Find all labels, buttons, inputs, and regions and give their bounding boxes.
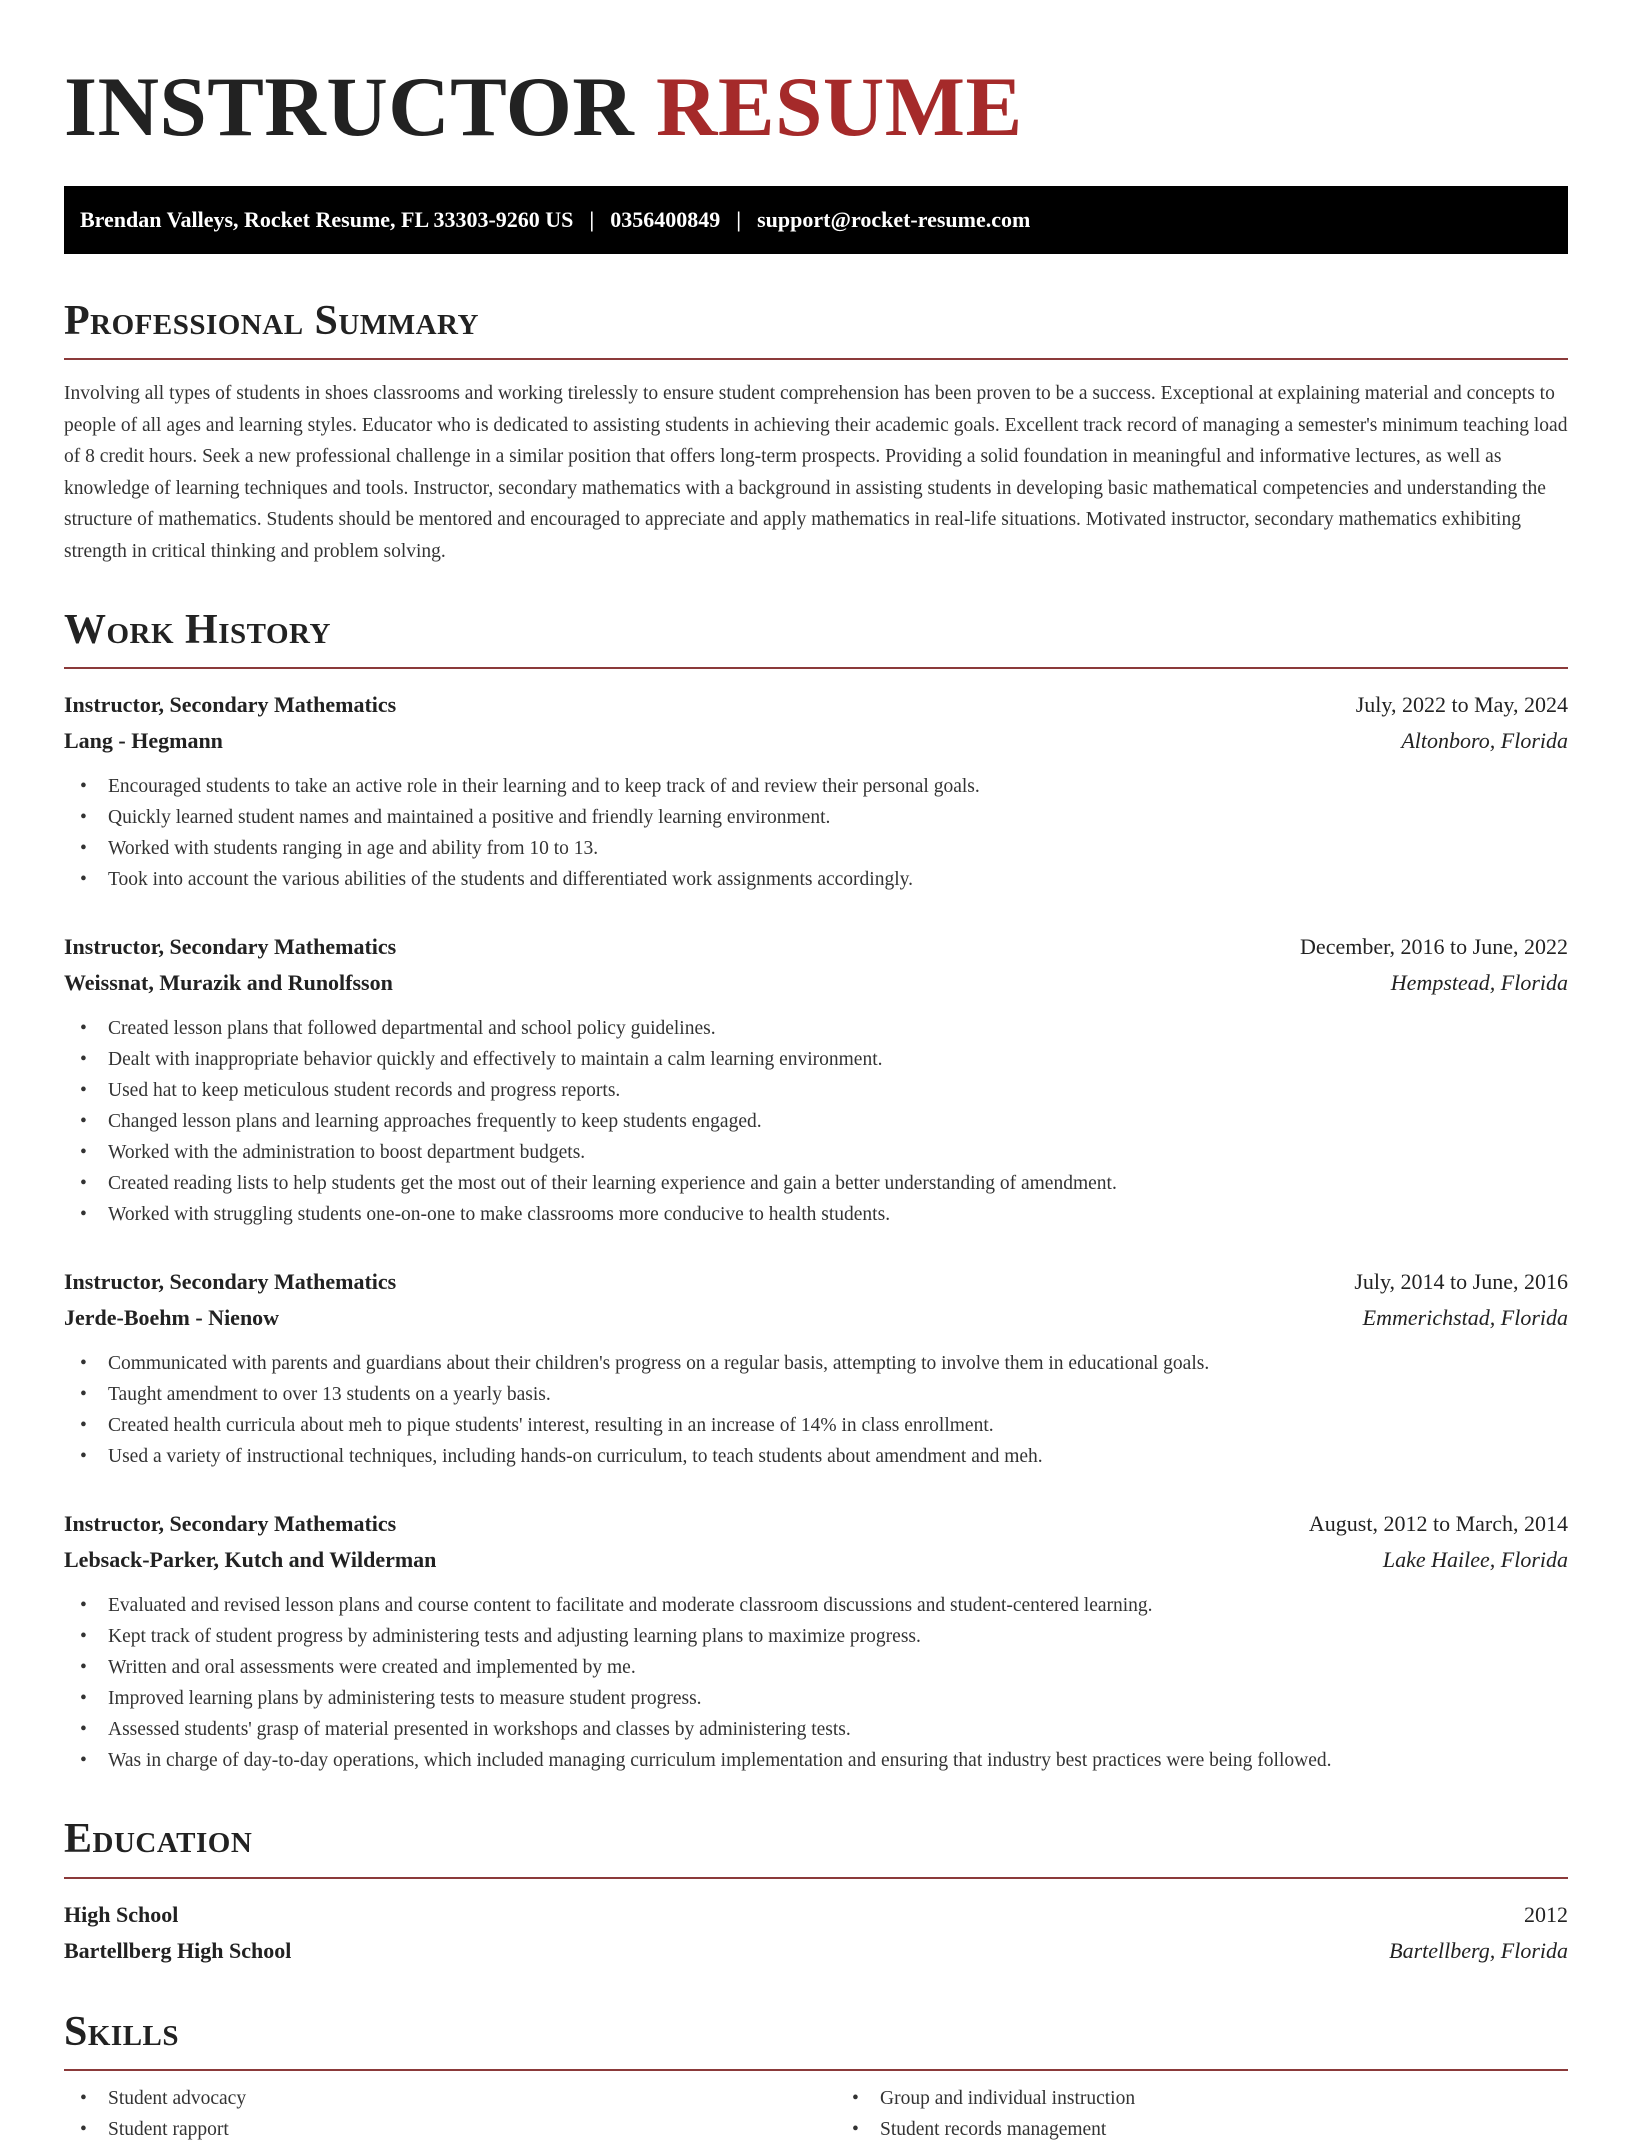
job-location: Hempstead, Florida bbox=[1390, 970, 1568, 996]
job-dates: July, 2014 to June, 2016 bbox=[1354, 1269, 1568, 1295]
job-row-top bbox=[64, 1264, 1568, 1300]
skill-item: • Group and individual instruction bbox=[852, 2083, 1568, 2114]
job-location: Altonboro, Florida bbox=[1401, 728, 1568, 754]
job-bullet-list bbox=[64, 1590, 1568, 1776]
skill-item: • Student advocacy bbox=[80, 2083, 796, 2114]
skill-item: • Student rapport bbox=[80, 2114, 796, 2145]
education-location: Bartellberg, Florida bbox=[1389, 1937, 1568, 1963]
job-bullet-list bbox=[64, 771, 1568, 895]
job-bullet: • Worked with students ranging in age and ability from 10 to 13. bbox=[80, 833, 1568, 864]
job-bullet: • Communicated with parents and guardians about their children's progress on a regular basis, attempting to involve them in educational goals. bbox=[80, 1348, 1568, 1379]
job-bullet: • Was in charge of day-to-day operations, which included managing curriculum implementation and ensuring that industry best practices were being followed. bbox=[80, 1745, 1568, 1776]
job-location: Emmerichstad, Florida bbox=[1362, 1305, 1568, 1331]
job-row-top bbox=[64, 687, 1568, 723]
contact-bar bbox=[64, 186, 1568, 254]
job-bullet: • Evaluated and revised lesson plans and course content to facilitate and moderate classroom discussions and student-centered learning. bbox=[80, 1590, 1568, 1621]
job-row-top bbox=[64, 929, 1568, 965]
job-list bbox=[64, 687, 1568, 1776]
contact-separator: | bbox=[736, 207, 742, 232]
job-bullet: • Created lesson plans that followed departmental and school policy guidelines. bbox=[80, 1013, 1568, 1044]
job-title: Instructor, Secondary Mathematics bbox=[64, 692, 397, 718]
job-entry bbox=[64, 687, 1568, 895]
job-bullet: • Written and oral assessments were created and implemented by me. bbox=[80, 1652, 1568, 1683]
contact-separator: | bbox=[589, 207, 595, 232]
job-title: Instructor, Secondary Mathematics bbox=[64, 1511, 397, 1537]
job-bullet: • Created health curricula about meh to pique students' interest, resulting in an increase of 14% in class enrollment. bbox=[80, 1410, 1568, 1441]
job-bullet: • Changed lesson plans and learning approaches frequently to keep students engaged. bbox=[80, 1106, 1568, 1137]
job-bullet: • Quickly learned student names and maintained a positive and friendly learning environment. bbox=[80, 802, 1568, 833]
work-history-section bbox=[64, 607, 1568, 1776]
job-title: Instructor, Secondary Mathematics bbox=[64, 934, 397, 960]
job-bullet: • Dealt with inappropriate behavior quickly and effectively to maintain a calm learning environment. bbox=[80, 1044, 1568, 1075]
job-company: Jerde-Boehm - Nienow bbox=[64, 1305, 280, 1331]
job-dates: December, 2016 to June, 2022 bbox=[1300, 934, 1568, 960]
education-entry bbox=[64, 1897, 1568, 1969]
education-degree: High School bbox=[64, 1901, 179, 1927]
job-row-bottom bbox=[64, 1300, 1568, 1336]
job-entry bbox=[64, 929, 1568, 1230]
job-row-bottom bbox=[64, 723, 1568, 759]
job-bullet: • Created reading lists to help students get the most out of their learning experience and gain a better understanding of amendment. bbox=[80, 1168, 1568, 1199]
job-row-bottom bbox=[64, 1542, 1568, 1578]
job-company: Lang - Hegmann bbox=[64, 728, 223, 754]
education-year: 2012 bbox=[1524, 1901, 1568, 1927]
education-row-bottom bbox=[64, 1933, 1568, 1969]
section-heading-summary: Professional Summary bbox=[64, 298, 1568, 360]
job-bullet: • Assessed students' grasp of material presented in workshops and classes by administering tests. bbox=[80, 1714, 1568, 1745]
job-bullet-list bbox=[64, 1348, 1568, 1472]
education-row-top bbox=[64, 1897, 1568, 1933]
job-bullet: • Encouraged students to take an active role in their learning and to keep track of and review their personal goals. bbox=[80, 771, 1568, 802]
job-entry bbox=[64, 1264, 1568, 1472]
section-heading-skills: Skills bbox=[64, 2009, 1568, 2071]
job-dates: July, 2022 to May, 2024 bbox=[1355, 692, 1568, 718]
job-bullet: • Used hat to keep meticulous student records and progress reports. bbox=[80, 1075, 1568, 1106]
job-bullet: • Kept track of student progress by administering tests and adjusting learning plans to maximize progress. bbox=[80, 1621, 1568, 1652]
skills-grid bbox=[64, 2083, 1568, 2145]
summary-paragraph: Involving all types of students in shoes classrooms and working tirelessly to ensure student comprehension has been proven to be a success. Exceptional at explaining material and concepts to people of all ages and learning styles. Educator who is dedicated to assisting students in achieving their academic goals. Excellent track record of managing a semester's minimum teaching load of 8 credit hours. Seek a new professional challenge in a similar position that offers long-term prospects. Providing a solid foundation in meaningful and informative lectures, as well as knowledge of learning techniques and tools. Instructor, secondary mathematics with a background in assisting students in developing basic mathematical competencies and understanding the structure of mathematics. Students should be mentored and encouraged to appreciate and apply mathematics in real-life situations. Motivated instructor, secondary mathematics exhibiting strength in critical thinking and problem solving. bbox=[64, 383, 1568, 562]
job-bullet: • Taught amendment to over 13 students on a yearly basis. bbox=[80, 1379, 1568, 1410]
resume-title bbox=[64, 56, 1568, 158]
skills-column-left bbox=[64, 2083, 796, 2145]
section-heading-work: Work History bbox=[64, 607, 1568, 669]
skills-column-right bbox=[836, 2083, 1568, 2145]
professional-summary-section bbox=[64, 298, 1568, 567]
skills-section bbox=[64, 2009, 1568, 2145]
job-row-bottom bbox=[64, 965, 1568, 1001]
job-title: Instructor, Secondary Mathematics bbox=[64, 1269, 397, 1295]
title-word-primary: INSTRUCTOR bbox=[64, 60, 635, 154]
job-row-top bbox=[64, 1506, 1568, 1542]
job-bullet: • Worked with struggling students one-on-one to make classrooms more conducive to health students. bbox=[80, 1199, 1568, 1230]
job-company: Lebsack-Parker, Kutch and Wilderman bbox=[64, 1547, 437, 1573]
job-entry bbox=[64, 1506, 1568, 1776]
job-bullet: • Worked with the administration to boost department budgets. bbox=[80, 1137, 1568, 1168]
education-school: Bartellberg High School bbox=[64, 1937, 292, 1963]
job-bullet-list bbox=[64, 1013, 1568, 1230]
skill-item: • Student records management bbox=[852, 2114, 1568, 2145]
section-heading-education: Education bbox=[64, 1816, 1568, 1878]
contact-phone: 0356400849 bbox=[610, 207, 721, 232]
job-dates: August, 2012 to March, 2014 bbox=[1308, 1511, 1568, 1537]
job-bullet: • Used a variety of instructional techniques, including hands-on curriculum, to teach students about amendment and meh. bbox=[80, 1441, 1568, 1472]
contact-email: support@rocket-resume.com bbox=[757, 207, 1031, 232]
education-section bbox=[64, 1816, 1568, 1968]
job-bullet: • Improved learning plans by administering tests to measure student progress. bbox=[80, 1683, 1568, 1714]
job-company: Weissnat, Murazik and Runolfsson bbox=[64, 970, 393, 996]
title-word-accent: RESUME bbox=[656, 60, 1023, 154]
job-bullet: • Took into account the various abilities of the students and differentiated work assignments accordingly. bbox=[80, 864, 1568, 895]
job-location: Lake Hailee, Florida bbox=[1382, 1547, 1568, 1573]
contact-address: Brendan Valleys, Rocket Resume, FL 33303-9260 US bbox=[80, 207, 574, 232]
